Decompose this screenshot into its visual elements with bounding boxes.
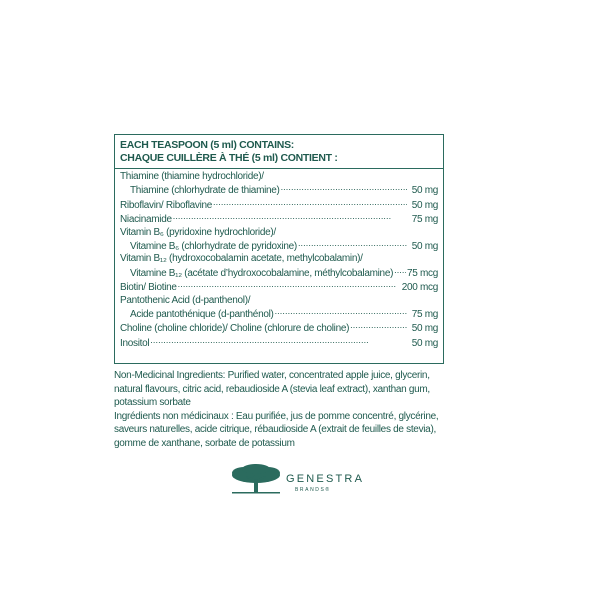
dot-leader: [213, 198, 407, 208]
ingredient-name: Acide pantothénique (d-panthénol): [130, 309, 274, 321]
ingredient-amount: 75 mcg: [407, 267, 438, 279]
ingredient-row: [120, 227, 438, 239]
brand-name: GENESTRA: [286, 473, 365, 485]
ingredient-name: Biotin/ Biotine: [120, 282, 177, 294]
ingredient-name: Choline (choline chloride)/ Choline (chlorure de choline): [120, 323, 350, 335]
ingredient-row: [120, 307, 438, 321]
ingredient-amount: 50 mg: [411, 199, 438, 211]
ingredient-row: [120, 295, 438, 307]
ingredient-row: [120, 266, 438, 280]
non-medicinal-ingredients: [114, 369, 446, 451]
dot-leader: [173, 212, 407, 222]
ingredient-amount: 50 mg: [411, 241, 438, 253]
ingredient-rows: [115, 169, 443, 350]
dot-leader: [150, 336, 407, 346]
ingredient-row: [120, 336, 438, 350]
ingredient-row: [120, 212, 438, 226]
ingredient-row: [120, 239, 438, 253]
header-english: EACH TEASPOON (5 ml) CONTAINS:: [120, 139, 294, 151]
ingredient-row: [120, 171, 438, 183]
ingredient-name: Pantothenic Acid (d-panthenol)/: [120, 294, 251, 306]
dot-leader: [178, 280, 401, 290]
ingredient-row: [120, 253, 438, 265]
dot-leader: [281, 183, 407, 193]
ingredient-name: Vitamine B₁₂ (acétate d’hydroxocobalamine, méthylcobalamine): [130, 267, 394, 279]
ingredient-name: Inositol: [120, 337, 150, 349]
ingredient-row: [120, 198, 438, 212]
ingredient-row: [120, 183, 438, 197]
dot-leader: [275, 307, 407, 317]
ingredient-name: Vitamin B₆ (pyridoxine hydrochloride)/: [120, 226, 276, 238]
panel-header: [115, 135, 443, 169]
ingredient-amount: 200 mcg: [401, 282, 438, 294]
ingredient-amount: 50 mg: [411, 323, 438, 335]
ingredient-name: Thiamine (chlorhydrate de thiamine): [130, 185, 280, 197]
ingredient-name: Thiamine (thiamine hydrochloride)/: [120, 171, 264, 182]
header-french: CHAQUE CUILLÈRE À THÉ (5 ml) CONTIENT :: [120, 152, 338, 164]
ingredient-row: [120, 280, 438, 294]
supplement-facts-panel: [114, 134, 444, 364]
brand-subtitle: BRANDS®: [295, 487, 331, 493]
dot-leader: [394, 266, 406, 276]
dot-leader: [298, 239, 407, 249]
ingredient-row: [120, 321, 438, 335]
ingredient-name: Vitamin B₁₂ (hydroxocobalamin acetate, methylcobalamin)/: [120, 253, 363, 265]
ingredient-amount: 75 mg: [411, 309, 438, 321]
ingredient-name: Niacinamide: [120, 214, 172, 226]
ingredient-amount: 75 mg: [411, 214, 438, 226]
ingredient-name: Riboflavin/ Riboflavine: [120, 199, 213, 211]
ingredient-amount: 50 mg: [411, 185, 438, 197]
ingredients-french: Ingrédients non médicinaux : Eau purifiée, jus de pomme concentré, glycérine, saveurs naturelles, acide citrique, rébaudioside A (extrait de feuilles de stevia), gomme de xanthane, sorbate de potassium: [114, 410, 439, 449]
ingredient-amount: 50 mg: [411, 337, 438, 349]
ingredients-english: Non-Medicinal Ingredients: Purified water, concentrated apple juice, glycerin, natural flavours, citric acid, rebaudioside A (stevia leaf extract), xanthan gum, potassium sorbate: [114, 370, 430, 409]
ingredient-name: Vitamine B₆ (chlorhydrate de pyridoxine): [130, 241, 297, 253]
dot-leader: [350, 321, 407, 331]
